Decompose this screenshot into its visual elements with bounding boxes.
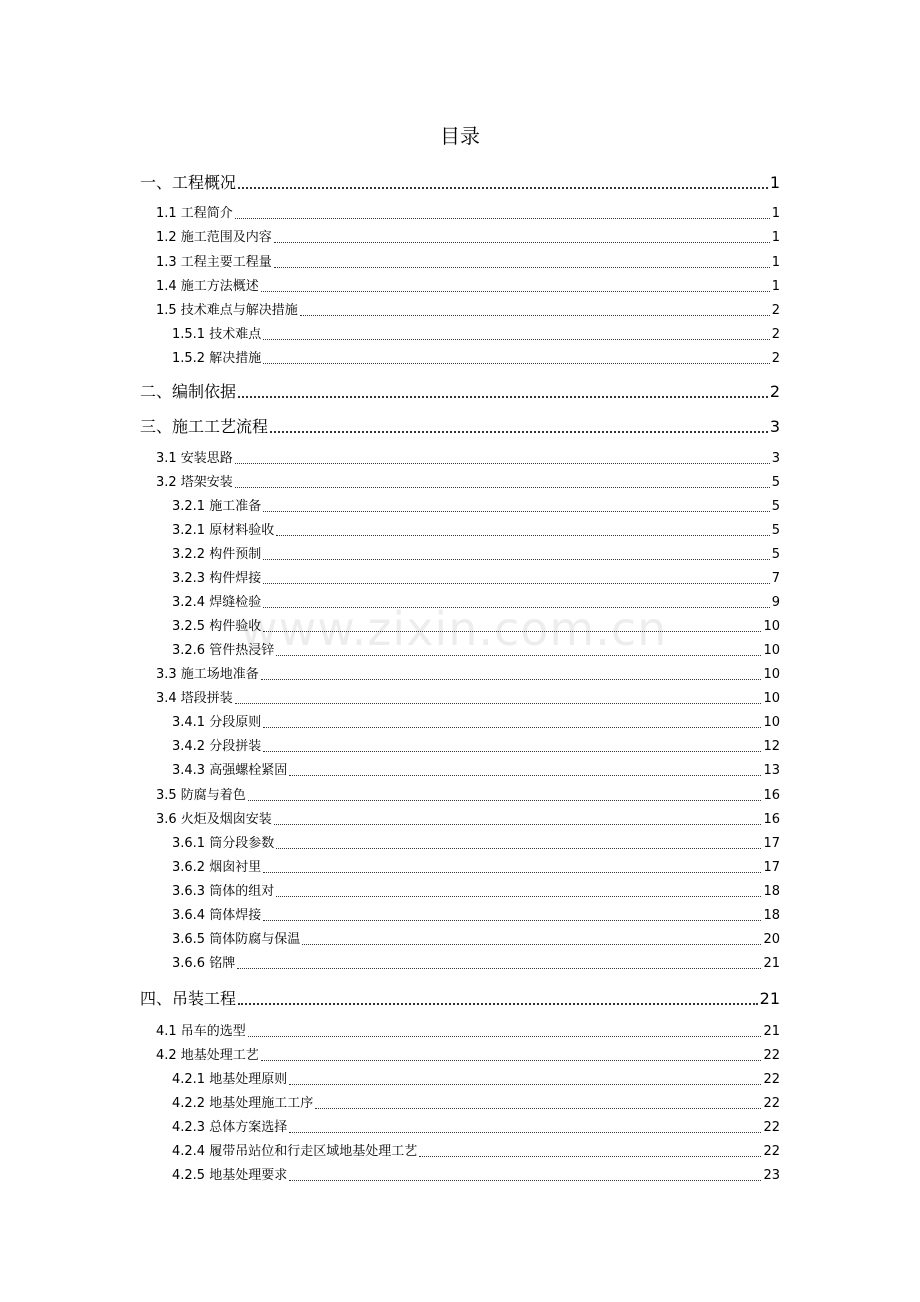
toc-entry-label: 3.2.3 构件焊接 (172, 571, 262, 586)
toc-entry-page: 1 (771, 230, 780, 245)
toc-entry-page: 22 (763, 1120, 780, 1135)
toc-entry-label: 1.2 施工范围及内容 (156, 230, 272, 245)
toc-entry-label: 4.1 吊车的选型 (156, 1024, 246, 1039)
toc-entry-page: 3 (771, 451, 780, 466)
toc-entry-label: 4.2.3 总体方案选择 (172, 1120, 288, 1135)
toc-entry[interactable] (172, 350, 780, 368)
toc-entry-page: 1 (771, 206, 780, 221)
toc-entry-page: 22 (763, 1096, 780, 1111)
toc-entry[interactable] (156, 1047, 780, 1065)
dot-leader (263, 339, 770, 340)
toc-entry[interactable] (172, 907, 780, 925)
dot-leader (263, 583, 770, 584)
toc-entry-page: 2 (769, 382, 780, 401)
toc-entry-page: 18 (763, 908, 780, 923)
toc-entry-label: 3.2.1 原材料验收 (172, 523, 275, 538)
toc-entry-label: 3.6.3 筒体的组对 (172, 884, 275, 899)
toc-entry[interactable] (172, 883, 780, 901)
toc-entry-label: 1.5.1 技术难点 (172, 327, 262, 342)
toc-entry-label: 3.2.6 管件热浸锌 (172, 643, 275, 658)
toc-entry-label: 3.6.2 烟囱衬里 (172, 860, 262, 875)
toc-entry-page: 3 (769, 417, 780, 436)
toc-entry[interactable] (172, 955, 780, 973)
dot-leader (274, 267, 770, 268)
toc-entry-page: 17 (763, 836, 780, 851)
toc-entry[interactable] (140, 988, 780, 1010)
dot-leader (263, 363, 770, 364)
toc-entry-label: 3.4.1 分段原则 (172, 715, 262, 730)
toc-entry[interactable] (156, 229, 780, 247)
dot-leader (235, 703, 762, 704)
page-title: 目录 (440, 124, 480, 148)
toc-entry[interactable] (172, 1167, 780, 1185)
toc-entry[interactable] (140, 416, 780, 438)
toc-entry-label: 3.6.6 铭牌 (172, 956, 236, 971)
toc-entry-page: 21 (763, 956, 780, 971)
toc-entry-label: 四、吊装工程 (140, 989, 237, 1008)
toc-entry-label: 1.3 工程主要工程量 (156, 255, 272, 270)
dot-leader (248, 800, 762, 801)
toc-entry[interactable] (172, 931, 780, 949)
toc-entry-page: 1 (769, 173, 780, 192)
dot-leader (274, 824, 762, 825)
toc-entry[interactable] (172, 570, 780, 588)
toc-entry-label: 3.2.2 构件预制 (172, 547, 262, 562)
toc-entry-label: 1.1 工程简介 (156, 206, 233, 221)
dot-leader (289, 1180, 761, 1181)
toc-entry[interactable] (172, 326, 780, 344)
toc-entry[interactable] (172, 738, 780, 756)
toc-entry[interactable] (172, 618, 780, 636)
dot-leader (261, 679, 762, 680)
toc-entry-label: 二、编制依据 (140, 382, 237, 401)
dot-leader (300, 315, 770, 316)
toc-entry-page: 9 (771, 595, 780, 610)
dot-leader (263, 872, 761, 873)
toc-entry-page: 13 (763, 763, 780, 778)
dot-leader (276, 896, 761, 897)
toc-entry-label: 3.2.4 焊缝检验 (172, 595, 262, 610)
toc-entry[interactable] (156, 302, 780, 320)
dot-leader (235, 463, 770, 464)
toc-entry-page: 5 (771, 523, 780, 538)
toc-entry-page: 5 (771, 499, 780, 514)
toc-entry-label: 1.4 施工方法概述 (156, 279, 259, 294)
toc-entry[interactable] (156, 450, 780, 468)
toc-entry[interactable] (172, 1119, 780, 1137)
toc-entry-page: 10 (763, 667, 780, 682)
toc-entry[interactable] (140, 381, 780, 403)
toc-entry-label: 1.5 技术难点与解决措施 (156, 303, 298, 318)
dot-leader (263, 511, 770, 512)
toc-entry-page: 10 (763, 619, 780, 634)
toc-entry-label: 3.2.1 施工准备 (172, 499, 262, 514)
dot-leader (276, 655, 761, 656)
toc-entry[interactable] (172, 714, 780, 732)
toc-entry-page: 21 (759, 989, 780, 1008)
toc-entry-label: 三、施工工艺流程 (140, 417, 269, 436)
toc-entry-page: 21 (763, 1024, 780, 1039)
toc-entry[interactable] (172, 642, 780, 660)
dot-leader (238, 396, 768, 398)
toc-entry[interactable] (172, 762, 780, 780)
toc-entry-page: 12 (763, 739, 780, 754)
toc-entry-page: 18 (763, 884, 780, 899)
watermark: www.zixin.com.cn (240, 602, 668, 656)
toc-entry[interactable] (172, 1095, 780, 1113)
toc-entry-label: 3.5 防腐与着色 (156, 788, 246, 803)
dot-leader (289, 1132, 761, 1133)
toc-entry-label: 3.2.5 构件验收 (172, 619, 262, 634)
toc-entry-page: 20 (763, 932, 780, 947)
dot-leader (235, 218, 770, 219)
toc-entry-label: 3.6.1 筒分段参数 (172, 836, 275, 851)
toc-entry-label: 4.2.5 地基处理要求 (172, 1168, 288, 1183)
dot-leader (289, 1084, 761, 1085)
toc-entry-label: 3.4 塔段拼装 (156, 691, 233, 706)
toc-entry-label: 3.6.4 筒体焊接 (172, 908, 262, 923)
toc-entry-page: 5 (771, 475, 780, 490)
dot-leader (263, 751, 761, 752)
toc-entry[interactable] (140, 172, 780, 194)
toc-entry[interactable] (172, 835, 780, 853)
toc-entry[interactable] (172, 1143, 780, 1161)
toc-entry-label: 3.6 火炬及烟囱安装 (156, 812, 272, 827)
dot-leader (237, 968, 761, 969)
toc-entry-page: 10 (763, 643, 780, 658)
toc-entry-page: 5 (771, 547, 780, 562)
toc-entry-label: 一、工程概况 (140, 173, 237, 192)
dot-leader (238, 187, 768, 189)
toc-entry[interactable] (172, 522, 780, 540)
toc-entry[interactable] (172, 546, 780, 564)
toc-entry[interactable] (156, 787, 780, 805)
dot-leader (263, 631, 761, 632)
toc-entry-page: 22 (763, 1072, 780, 1087)
dot-leader (261, 1060, 762, 1061)
toc-entry-page: 22 (763, 1144, 780, 1159)
toc-entry-page: 1 (771, 255, 780, 270)
toc-entry[interactable] (156, 811, 780, 829)
toc-entry[interactable] (172, 859, 780, 877)
toc-entry[interactable] (156, 254, 780, 272)
toc-entry-page: 17 (763, 860, 780, 875)
toc-entry-label: 1.5.2 解决措施 (172, 351, 262, 366)
toc-entry-page: 2 (771, 327, 780, 342)
dot-leader (263, 920, 761, 921)
dot-leader (276, 535, 770, 536)
toc-entry-page: 16 (763, 788, 780, 803)
dot-leader (270, 431, 768, 433)
toc-entry-label: 4.2.2 地基处理施工工序 (172, 1096, 314, 1111)
dot-leader (248, 1036, 762, 1037)
toc-entry-page: 22 (763, 1048, 780, 1063)
toc-entry-page: 2 (771, 303, 780, 318)
dot-leader (274, 242, 770, 243)
dot-leader (263, 727, 761, 728)
toc-entry[interactable] (156, 1023, 780, 1041)
toc-entry-page: 16 (763, 812, 780, 827)
toc-entry-page: 10 (763, 715, 780, 730)
dot-leader (263, 607, 770, 608)
dot-leader (315, 1108, 761, 1109)
dot-leader (302, 944, 761, 945)
toc-entry-page: 2 (771, 351, 780, 366)
toc-entry[interactable] (172, 1071, 780, 1089)
toc-entry[interactable] (156, 278, 780, 296)
toc-entry[interactable] (172, 594, 780, 612)
toc-entry[interactable] (156, 666, 780, 684)
toc-entry-label: 3.4.3 高强螺栓紧固 (172, 763, 288, 778)
toc-entry-label: 4.2.4 履带吊站位和行走区域地基处理工艺 (172, 1144, 418, 1159)
toc-entry-label: 4.2 地基处理工艺 (156, 1048, 259, 1063)
toc-entry-page: 7 (771, 571, 780, 586)
toc-entry-page: 23 (763, 1168, 780, 1183)
dot-leader (238, 1003, 758, 1005)
toc-entry-label: 3.1 安装思路 (156, 451, 233, 466)
dot-leader (261, 291, 770, 292)
toc-entry-label: 3.6.5 筒体防腐与保温 (172, 932, 301, 947)
toc-entry-page: 10 (763, 691, 780, 706)
toc-entry[interactable] (156, 205, 780, 223)
toc-entry-label: 3.2 塔架安装 (156, 475, 233, 490)
toc-entry[interactable] (172, 498, 780, 516)
toc-entry-label: 3.3 施工场地准备 (156, 667, 259, 682)
toc-entry-page: 1 (771, 279, 780, 294)
toc-entry-label: 4.2.1 地基处理原则 (172, 1072, 288, 1087)
dot-leader (289, 775, 761, 776)
dot-leader (235, 487, 770, 488)
dot-leader (276, 848, 761, 849)
dot-leader (419, 1156, 761, 1157)
toc-entry[interactable] (156, 474, 780, 492)
toc-entry[interactable] (156, 690, 780, 708)
toc-entry-label: 3.4.2 分段拼装 (172, 739, 262, 754)
dot-leader (263, 559, 770, 560)
